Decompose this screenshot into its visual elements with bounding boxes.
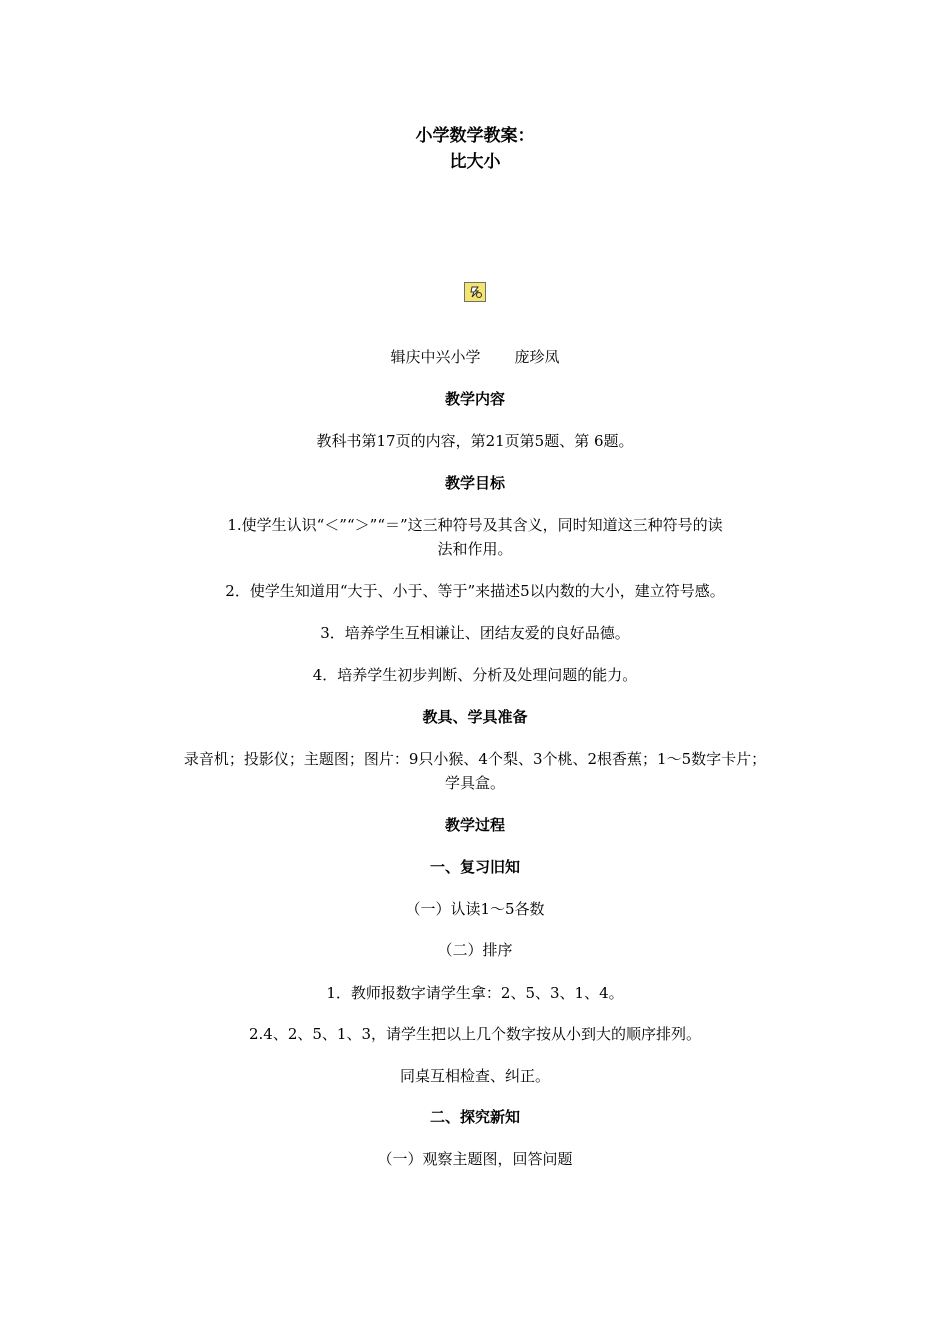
tools-line-2: 学具盒。 (444, 774, 505, 792)
goal-2: 2．使学生知道用“大于、小于、等于”来描述5以内数的大小，建立符号感。 (225, 582, 725, 600)
school-name: 辑庆中兴小学 (390, 348, 481, 366)
heading-review: 一、复习旧知 (429, 858, 520, 876)
heading-goals: 教学目标 (444, 474, 505, 492)
page-title: 小学数学教案： (415, 126, 535, 146)
heading-content: 教学内容 (444, 390, 505, 408)
page-subtitle: 比大小 (449, 152, 501, 172)
heading-explore: 二、探究新知 (429, 1108, 520, 1126)
sort-step-2: 2.4、2、5、1、3，请学生把以上几个数字按从小到大的顺序排列。 (248, 1025, 702, 1043)
heading-process: 教学过程 (444, 816, 505, 834)
content-text: 教科书第17页的内容，第21页第5题、第 6题。 (316, 432, 634, 450)
goal-1-line-2: 法和作用。 (437, 540, 513, 558)
explore-item-1: （一）观察主题图，回答问题 (377, 1150, 573, 1168)
tools-line-1: 录音机；投影仪；主题图；图片：9只小猴、4个梨、3个桃、2根香蕉；1～5数字卡片； (183, 750, 767, 768)
sort-step-1: 1．教师报数字请学生拿：2、5、3、1、4。 (326, 984, 624, 1002)
review-item-1: （一）认读1～5各数 (405, 900, 545, 918)
author-line (0, 345, 950, 369)
goal-1-line-1: 1.使学生认识“＜”“＞”“＝”这三种符号及其含义，同时知道这三种符号的读 (227, 516, 723, 534)
embedded-object-icon[interactable] (464, 282, 486, 302)
review-item-2: （二）排序 (437, 941, 513, 959)
heading-tools: 教具、学具准备 (422, 708, 528, 726)
check-text: 同桌互相检查、纠正。 (399, 1067, 550, 1085)
author-name: 庞珍凤 (514, 348, 560, 366)
goal-3: 3．培养学生互相谦让、团结友爱的良好品德。 (320, 624, 630, 642)
goal-4: 4．培养学生初步判断、分析及处理问题的能力。 (312, 666, 638, 684)
